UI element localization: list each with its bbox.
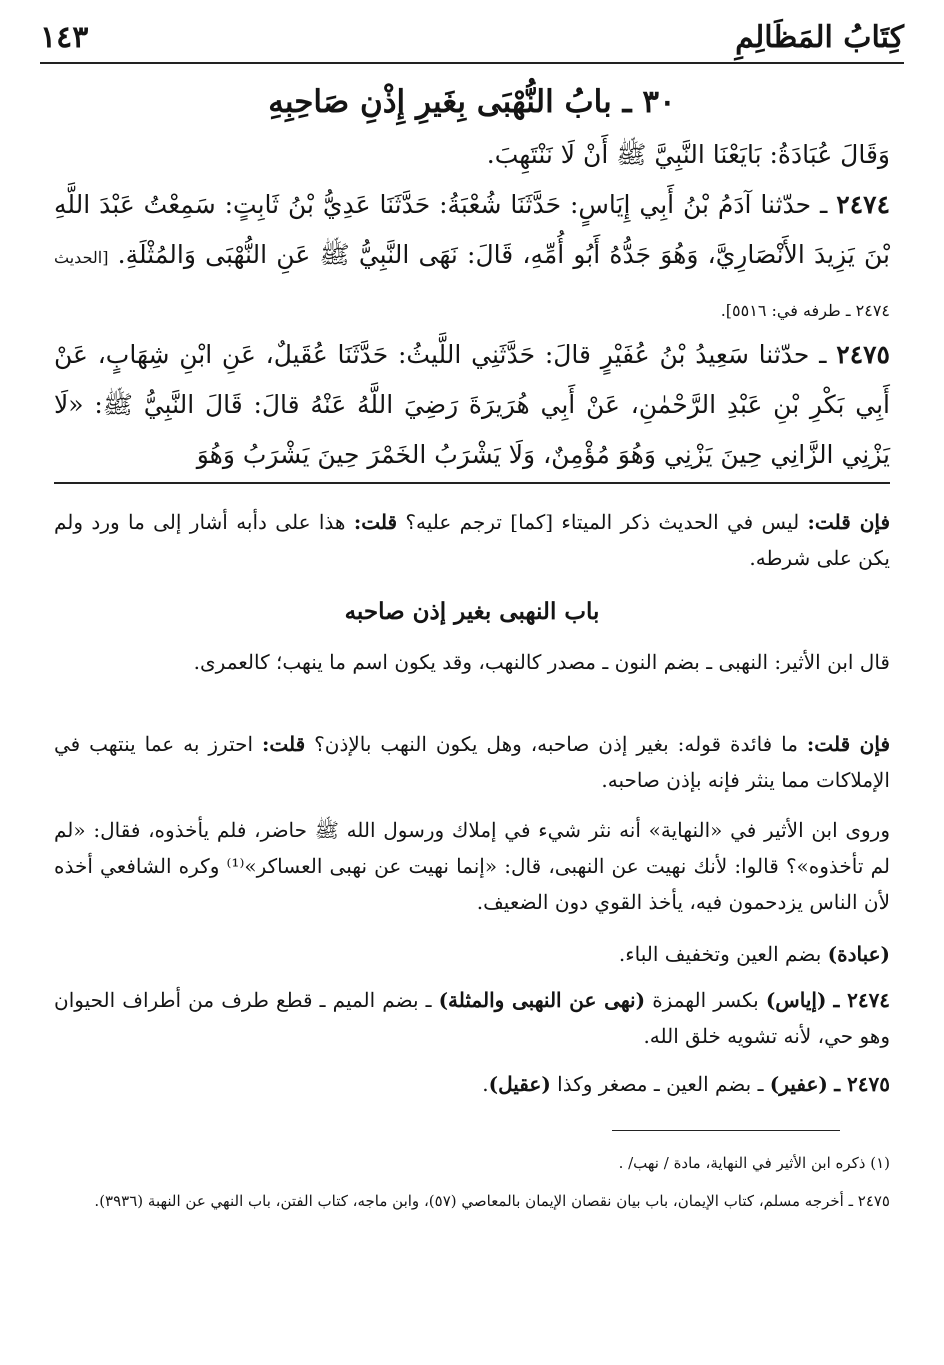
question-lead: فإن قلت: — [807, 510, 891, 534]
paragraph-text: وروى ابن الأثير في «النهاية» أنه نثر شيء في إملاك ورسول الله ﷺ حاضر، فلم يأخذوه، فقال: «لم لم تأخذوه»؟ قالوا: لأنك نهيت عن النهبى، قال: «إنما نهيت عن نهبى العساكر»⁽¹⁾ وكره الشافعي أخذه لأن الناس يزدحمون فيه، يأخذ القوي دون الضعيف. — [54, 818, 891, 914]
footnote-divider — [612, 1130, 840, 1131]
hadith-number: ٢٤٧٤ — [836, 190, 890, 219]
hadith-reference: [الحديث ٢٤٧٤ ـ طرفه في: ٥٥١٦]. — [54, 248, 890, 320]
commentary-paragraph — [54, 812, 890, 920]
hadith-number: ٢٤٧٥ ـ — [834, 1072, 890, 1096]
answer-lead: قلت: — [261, 732, 306, 756]
hadith-number: ٢٤٧٥ — [836, 340, 890, 369]
question-text: ليس في الحديث ذكر الميتاء [كما] ترجم عليه؟ — [405, 510, 800, 534]
commentary-paragraph — [54, 504, 890, 576]
answer-text: هذا على دأبه أشار إلى ما ورد ولم يكن على شرطه. — [54, 510, 890, 570]
answer-text: احترز به عما ينتهب في الإملاكات مما ينثر فإنه بإذن صاحبه. — [54, 732, 890, 792]
paragraph-end: . — [482, 1072, 489, 1096]
term: (نهى عن النهبى والمثلة) — [438, 988, 646, 1012]
question-lead: فإن قلت: — [806, 732, 891, 756]
paragraph-text: بضم العين وتخفيف الباء. — [618, 942, 822, 966]
intro-line: وَقَالَ عُبَادَةُ: بَايَعْنَا النَّبِيَّ ﷺ أَنْ لَا نَنْتَهِبَ. — [486, 140, 890, 169]
commentary-paragraph — [54, 936, 890, 972]
chapter-title: كِتَابُ المَظَالِمِ — [735, 20, 904, 55]
commentary-paragraph — [54, 644, 890, 680]
hadith-text: ـ حدّثنا سَعِيدُ بْنُ عُفَيْرٍ قالَ: حَدَّثَنِي اللَّيثُ: حَدَّثَنَا عُقَيلٌ، عَنِ ابْنِ شِهَابٍ، عَنْ أَبِي بَكْرِ بْنِ عَبْدِ الرَّحْمٰنِ، عَنْ أَبِي هُرَيرَةَ رَضِيَ اللَّهُ عَنْهُ قالَ: قَالَ النَّبِيُّ ﷺ: «لَا يَزْنِي الزَّانِي حِينَ يَزْنِي وَهُوَ مُؤْمِنٌ، وَلَا يَشْرَبُ الخَمْرَ حِينَ يَشْرَبُ وَهُوَ — [54, 340, 890, 469]
commentary-paragraph — [54, 982, 890, 1054]
intro-text — [54, 130, 890, 180]
question-text: ما فائدة قوله: بغير إذن صاحبه، وهل يكون النهب بالإذن؟ — [314, 732, 798, 756]
footnote-text: (١) ذكره ابن الأثير في النهاية، مادة / نهب/ . — [618, 1154, 890, 1172]
paragraph-text: قال ابن الأثير: النهبى ـ بضم النون ـ مصدر كالنهب، وقد يكون اسم ما ينهب؛ كالعمرى. — [193, 650, 890, 674]
bab-title: ٣٠ ـ بابُ النُّهْبَى بِغَيرِ إِذْنِ صَاحِبِهِ — [268, 84, 676, 120]
hadith-2474 — [54, 180, 890, 336]
hadith-2475 — [54, 330, 890, 480]
commentary-paragraph — [54, 1066, 890, 1102]
running-header — [40, 18, 904, 64]
paragraph-text: ـ بضم العين ـ مصغر وكذا — [557, 1072, 764, 1096]
paragraph-text: بكسر الهمزة — [652, 988, 759, 1012]
footnote — [54, 1186, 890, 1216]
term: (إياس) — [765, 988, 827, 1012]
term: (عبادة) — [827, 942, 890, 966]
footnote-text: ٢٤٧٥ ـ أخرجه مسلم، كتاب الإيمان، باب بيان نقصان الإيمان بالمعاصي (٥٧)، وابن ماجه، كتاب الفتن، باب النهي عن النهبة (٣٩٣٦). — [94, 1192, 890, 1210]
hadith-text: ـ حدّثنا آدَمُ بْنُ أَبِي إِيَاسٍ: حَدَّثَنَا شُعْبَةُ: حَدَّثَنَا عَدِيُّ بْنُ ثَابِتٍ: سَمِعْتُ عَبْدَ اللَّهِ بْنَ يَزِيدَ الأَنْصَارِيَّ، وَهُوَ جَدُّهُ أَبُو أُمِّهِ، قَالَ: نَهَى النَّبِيُّ ﷺ عَنِ النُّهْبَى وَالمُثْلَةِ. — [54, 190, 891, 269]
term: (عفير) — [769, 1072, 828, 1096]
commentary-subheading: باب النهبى بغير إذن صاحبه — [344, 598, 600, 625]
footnote — [54, 1148, 890, 1178]
section-divider — [54, 482, 890, 484]
page-number: ١٤٣ — [40, 20, 89, 55]
commentary-paragraph — [54, 726, 890, 798]
hadith-number: ٢٤٧٤ ـ — [833, 988, 891, 1012]
paragraph-text: ـ بضم الميم ـ قطع طرف من أطراف الحيوان وهو حي، لأنه تشويه خلق الله. — [54, 988, 890, 1048]
term: (عقيل) — [488, 1072, 551, 1096]
answer-lead: قلت: — [353, 510, 398, 534]
